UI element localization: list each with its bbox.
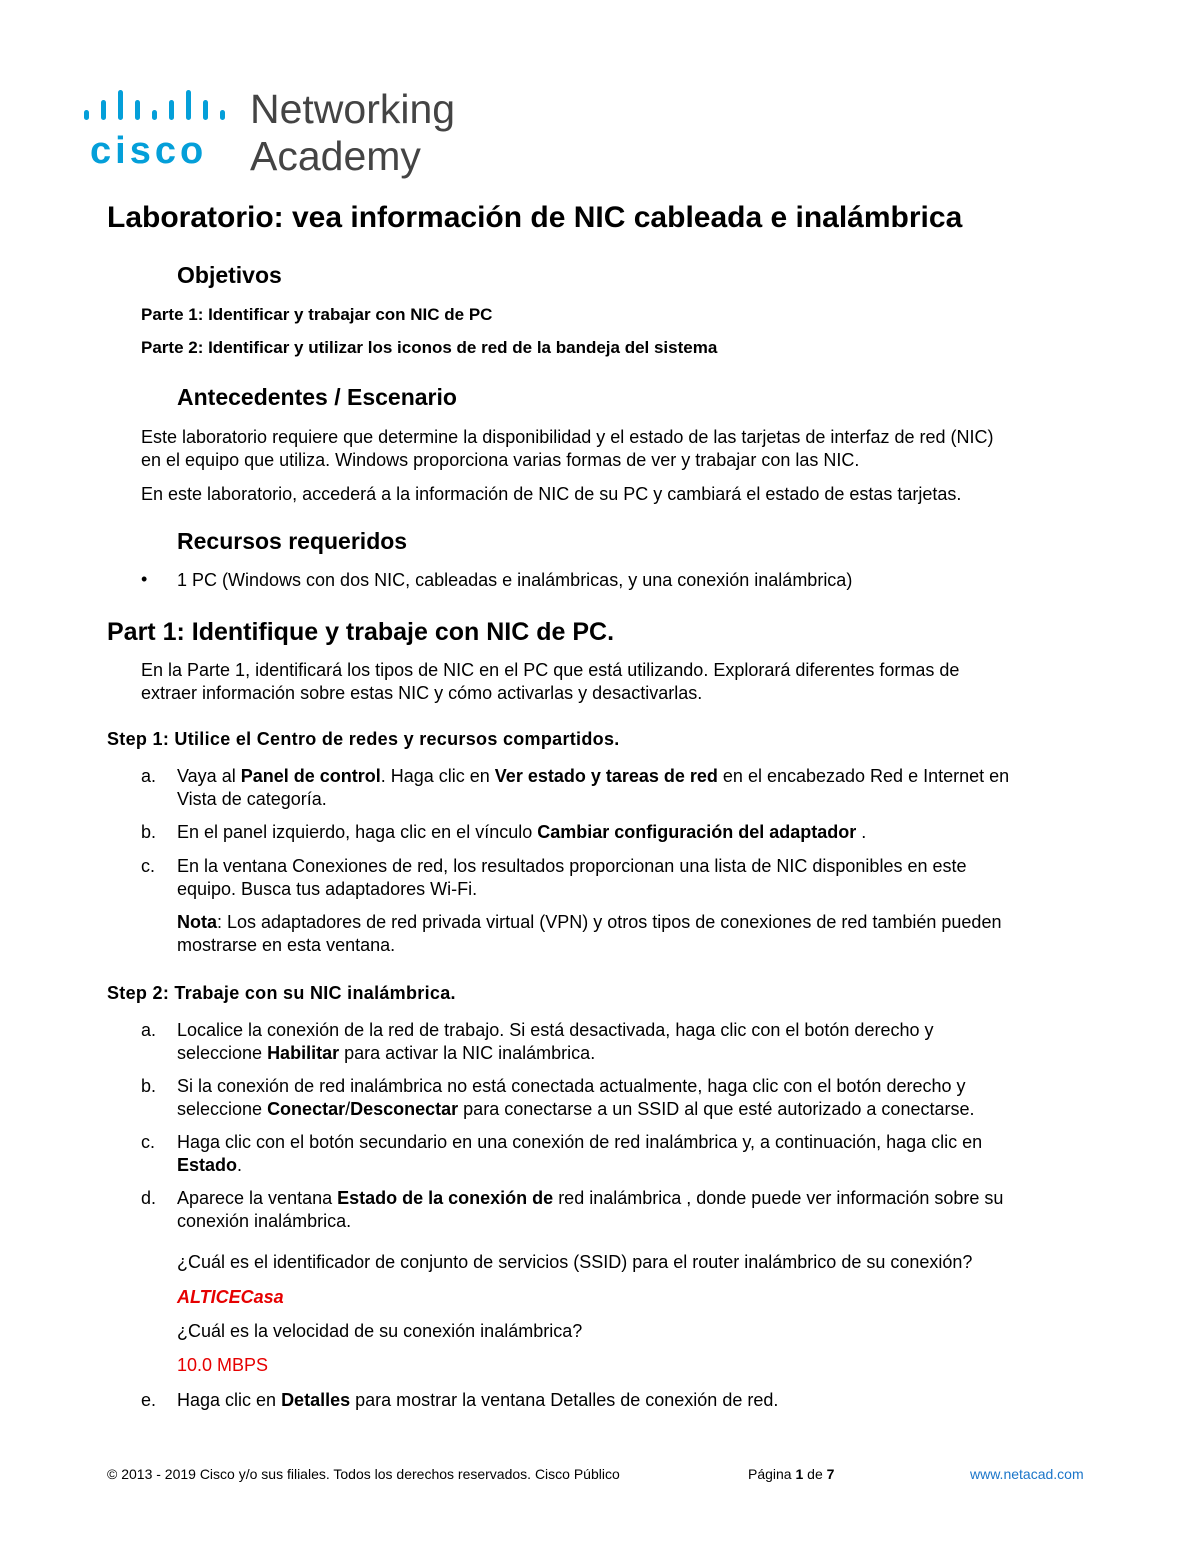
objective-item-1: Parte 1: Identificar y trabajar con NIC de PC <box>141 305 493 324</box>
step2-b-letter: b. <box>141 1076 157 1096</box>
footer-copyright: © 2013 - 2019 Cisco y/o sus filiales. Todos los derechos reservados. Cisco Público <box>107 1466 620 1482</box>
footer-page-number: Página 1 de 7 <box>748 1466 835 1482</box>
objectives-heading: Objetivos <box>177 262 282 288</box>
step2-e-letter: e. <box>141 1390 157 1410</box>
step1-b-text: En el panel izquierdo, haga clic en el vínculo Cambiar configuración del adaptador . <box>177 822 867 842</box>
step1-a-letter: a. <box>141 766 157 786</box>
answer-ssid: ALTICECasa <box>177 1287 284 1307</box>
step1-a-line-1: Vaya al Panel de control. Haga clic en Ver estado y tareas de red en el encabezado Red e Internet en <box>177 766 1010 786</box>
step1-b-letter: b. <box>141 822 157 842</box>
resources-item: 1 PC (Windows con dos NIC, cableadas e inalámbricas, y una conexión inalámbrica) <box>177 570 853 590</box>
step1-heading: Step 1: Utilice el Centro de redes y recursos compartidos. <box>107 729 620 749</box>
cisco-bridge-bars-icon <box>84 88 234 128</box>
background-paragraph-2: En este laboratorio, accederá a la información de NIC de su PC y cambiará el estado de estas tarjetas. <box>141 484 962 504</box>
step2-a-line-2: seleccione Habilitar para activar la NIC inalámbrica. <box>177 1043 596 1063</box>
step2-a-letter: a. <box>141 1020 157 1040</box>
step2-d-letter: d. <box>141 1188 157 1208</box>
background-heading: Antecedentes / Escenario <box>177 384 457 410</box>
step1-note-line-1: Nota: Los adaptadores de red privada virtual (VPN) y otros tipos de conexiones de red también pueden <box>177 912 1002 932</box>
step1-c-line-1: En la ventana Conexiones de red, los resultados proporcionan una lista de NIC disponibles en este <box>177 856 967 876</box>
cisco-wordmark: cisco <box>90 130 208 172</box>
objective-item-2: Parte 2: Identificar y utilizar los iconos de red de la bandeja del sistema <box>141 338 718 357</box>
resources-heading: Recursos requeridos <box>177 528 408 554</box>
step2-c-line-2: Estado. <box>177 1155 243 1175</box>
background-paragraph-1-line-1: Este laboratorio requiere que determine la disponibilidad y el estado de las tarjetas de interfaz de red (NIC) <box>141 427 994 447</box>
footer-netacad-link[interactable]: www.netacad.com <box>970 1466 1084 1482</box>
question-speed: ¿Cuál es la velocidad de su conexión inalámbrica? <box>177 1321 583 1341</box>
step2-d-line-1: Aparece la ventana Estado de la conexión de red inalámbrica , donde puede ver información sobre su <box>177 1188 1004 1208</box>
page-title: Laboratorio: vea información de NIC cableada e inalámbrica <box>107 201 963 234</box>
step2-d-line-2: conexión inalámbrica. <box>177 1211 352 1231</box>
step2-heading: Step 2: Trabaje con su NIC inalámbrica. <box>107 983 456 1003</box>
part1-intro-line-1: En la Parte 1, identificará los tipos de NIC en el PC que está utilizando. Explorará diferentes formas de <box>141 660 960 680</box>
logo-academy: Academy <box>250 133 421 179</box>
step2-a-line-1: Localice la conexión de la red de trabajo. Si está desactivada, haga clic con el botón derecho y <box>177 1020 934 1040</box>
step1-note-line-2: mostrarse en esta ventana. <box>177 935 396 955</box>
step2-b-line-1: Si la conexión de red inalámbrica no está conectada actualmente, haga clic con el botón derecho y <box>177 1076 966 1096</box>
step2-c-letter: c. <box>141 1132 156 1152</box>
logo-networking: Networking <box>250 86 456 132</box>
step1-c-letter: c. <box>141 856 156 876</box>
step1-c-line-2: equipo. Busca tus adaptadores Wi-Fi. <box>177 879 478 899</box>
background-paragraph-1-line-2: en el equipo que utiliza. Windows proporciona varias formas de ver y trabajar con las NIC. <box>141 450 860 470</box>
part1-intro-line-2: extraer información sobre estas NIC y cómo activarlas y desactivarlas. <box>141 683 703 703</box>
step2-e-text: Haga clic en Detalles para mostrar la ventana Detalles de conexión de red. <box>177 1390 779 1410</box>
step2-b-line-2: seleccione Conectar/Desconectar para conectarse a un SSID al que esté autorizado a conectarse. <box>177 1099 975 1119</box>
step2-c-line-1: Haga clic con el botón secundario en una conexión de red inalámbrica y, a continuación, haga clic en <box>177 1132 983 1152</box>
answer-speed: 10.0 MBPS <box>177 1355 269 1375</box>
bullet-icon: • <box>141 569 148 589</box>
part1-heading: Part 1: Identifique y trabaje con NIC de PC. <box>107 618 615 646</box>
step1-a-line-2: Vista de categoría. <box>177 789 327 809</box>
question-ssid: ¿Cuál es el identificador de conjunto de servicios (SSID) para el router inalámbrico de su conexión? <box>177 1252 973 1272</box>
